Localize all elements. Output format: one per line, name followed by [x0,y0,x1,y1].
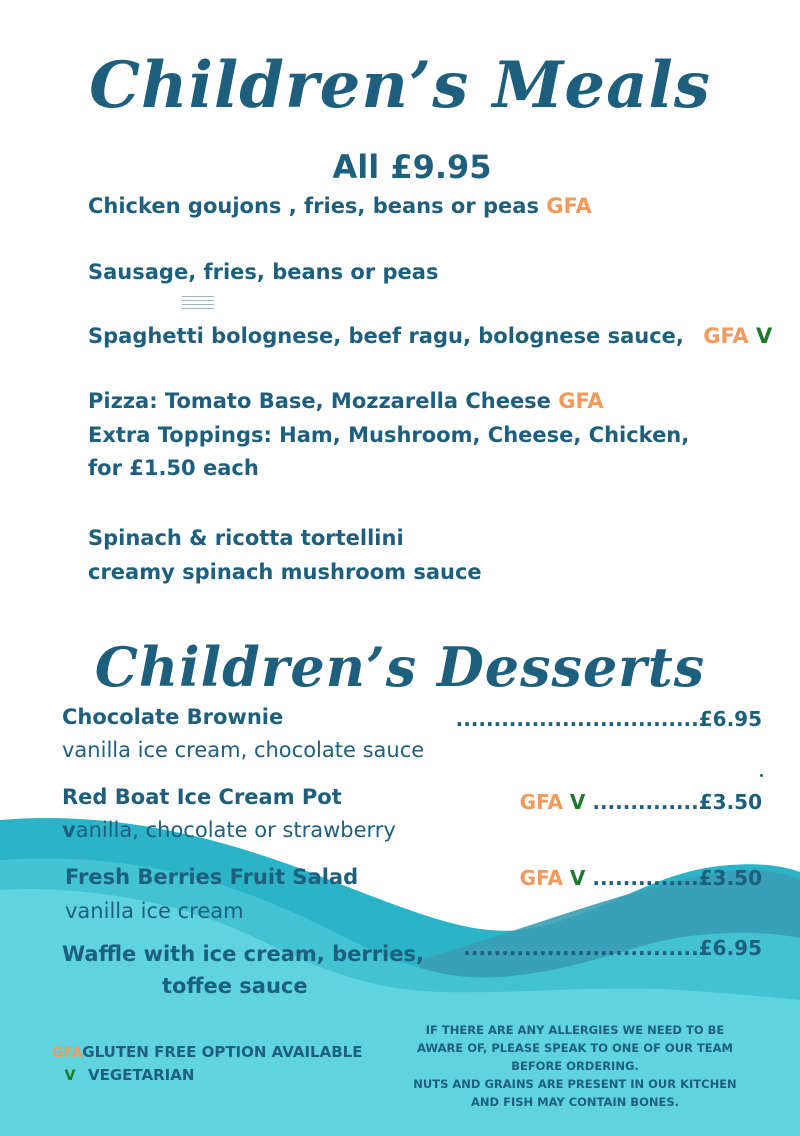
meal-item-name: Pizza: Tomato Base, Mozzarella Cheese [88,389,551,413]
meal-item-name: Chicken goujons , fries, beans or peas [88,194,539,218]
price-value: £3.50 [698,790,762,814]
gfa-badge: GFA [558,389,604,413]
meal-item-name: Sausage, fries, beans or peas [88,260,439,284]
dessert-desc-ice-cream-pot [62,818,396,842]
price-value: £6.95 [698,936,762,960]
price-leader: ................................ [455,707,699,731]
gfa-badge: GFA [519,866,563,890]
vegetarian-badge: V [569,790,586,814]
dietary-legend [52,1041,362,1087]
legend-v-text: VEGETARIAN [88,1066,195,1084]
decorative-lines [182,296,214,309]
legend-gfa-code: GFA [52,1045,83,1061]
meal-item-pizza [88,389,604,413]
allergy-notice [410,1021,740,1111]
meal-item-spaghetti [88,324,772,348]
meal-item-tortellini: Spinach & ricotta tortellini [88,526,404,550]
dessert-price-waffle [463,936,762,960]
dessert-desc-brownie: vanilla ice cream, chocolate sauce [62,738,425,762]
vegetarian-badge: V [569,866,586,890]
allergy-line: AWARE OF, PLEASE SPEAK TO ONE OF OUR TEAM [417,1041,733,1055]
dessert-name-brownie: Chocolate Brownie [62,705,284,729]
legend-v-code: V [64,1068,76,1084]
price-value: £3.50 [698,866,762,890]
price-leader: .............. [592,790,699,814]
dessert-name-waffle: Waffle with ice cream, berries, [62,942,424,966]
meal-item-chicken-goujons [88,194,592,218]
allergy-line: AND FISH MAY CONTAIN BONES. [471,1095,679,1109]
meal-item-tortellini-desc: creamy spinach mushroom sauce [88,560,482,584]
allergy-line: IF THERE ARE ANY ALLERGIES WE NEED TO BE [425,1023,725,1037]
legend-gfa-row [52,1041,362,1064]
price-leader: ............................... [463,936,699,960]
legend-v-row [52,1064,362,1087]
meals-price-line: All £9.95 [332,148,492,186]
legend-gfa-text: GLUTEN FREE OPTION AVAILABLE [82,1043,363,1061]
pizza-extra-toppings: Extra Toppings: Ham, Mushroom, Cheese, Chicken, [88,423,690,447]
dessert-name-waffle-line2: toffee sauce [162,974,308,998]
dessert-name-ice-cream-pot: Red Boat Ice Cream Pot [62,785,342,809]
price-value: £6.95 [698,707,762,731]
dessert-desc-fruit-salad: vanilla ice cream [65,899,244,923]
dessert-price-ice-cream-pot [520,790,762,814]
dessert-name-fruit-salad: Fresh Berries Fruit Salad [65,865,359,889]
meals-title: Children’s Meals [89,48,711,123]
price-leader: .............. [592,866,699,890]
allergy-line: BEFORE ORDERING. [511,1059,639,1073]
allergy-line: NUTS AND GRAINS ARE PRESENT IN OUR KITCHEN [413,1077,737,1091]
desserts-title: Children’s Desserts [94,635,706,699]
desc-rest: anilla, chocolate or strawberry [75,818,396,842]
dessert-price-fruit-salad [520,866,762,890]
meal-item-sausage [88,260,438,284]
desc-first-letter: v [62,818,76,842]
meal-item-name: Spaghetti bolognese, beef ragu, bolognese sauce, [88,324,684,348]
gfa-badge: GFA [703,324,749,348]
gfa-badge: GFA [546,194,592,218]
decorative-dot [760,774,763,777]
vegetarian-badge: V [755,324,773,348]
dessert-price-brownie [456,707,762,731]
pizza-extra-price: for £1.50 each [88,456,259,480]
gfa-badge: GFA [519,790,563,814]
